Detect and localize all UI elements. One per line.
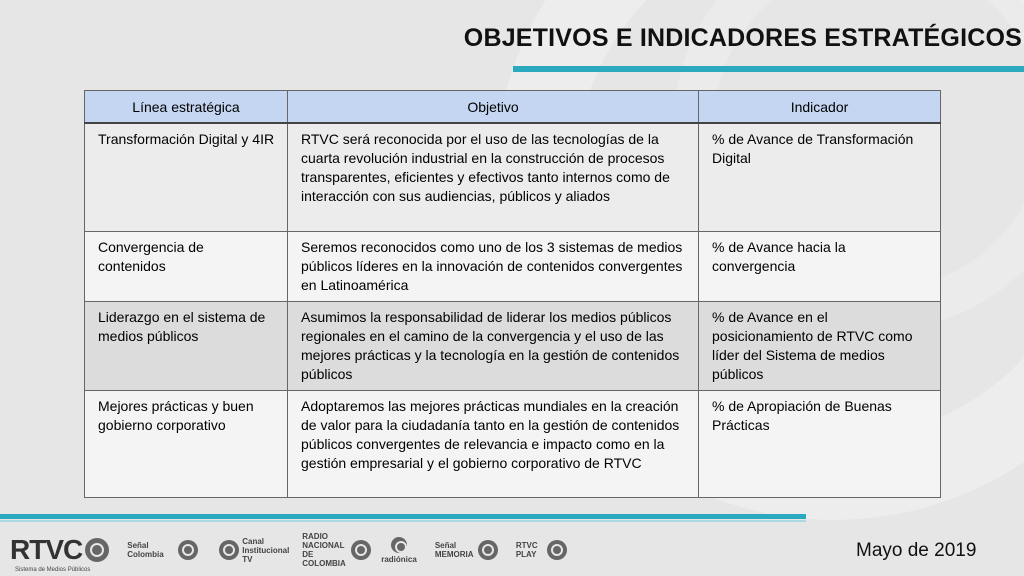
- brand-label: RTVC PLAY: [515, 541, 538, 559]
- cell-indicador: % de Apropiación de Buenas Prácticas: [699, 390, 941, 497]
- cell-objetivo: RTVC será reconocida por el uso de las tecnologías de la cuarta revolución industrial en la construcción de procesos transparentes, eficientes y efectivos tanto internos como de interacción con sus audiencias, públicos y aliados: [288, 123, 699, 231]
- brand-senal-colombia: [127, 540, 198, 560]
- cell-objetivo: Seremos reconocidos como uno de los 3 sistemas de medios públicos líderes en la innovación de contenidos convergentes en Latinoamérica: [288, 231, 699, 301]
- rtvc-logo: [10, 534, 109, 573]
- cell-linea: Convergencia de contenidos: [85, 231, 288, 301]
- header-linea: Línea estratégica: [85, 91, 288, 124]
- brand-label: Señal Colombia: [127, 541, 164, 559]
- radio-nacional-icon: [351, 540, 371, 560]
- table-row: [85, 231, 941, 301]
- rtvc-logo-text: RTVC: [10, 534, 83, 565]
- table-row: [85, 390, 941, 497]
- rtvc-logo-subtitle: Sistema de Medios Públicos: [15, 567, 91, 573]
- table-header-row: [85, 91, 941, 124]
- objectives-table: [84, 90, 941, 498]
- footer-accent-bar: [0, 514, 806, 519]
- brand-rtvc-play: [516, 540, 567, 560]
- rtvc-swirl-icon: [85, 538, 109, 562]
- cell-indicador: % de Avance hacia la convergencia: [699, 231, 941, 301]
- cell-indicador: % de Avance en el posicionamiento de RTVC como líder del Sistema de medios públicos: [699, 301, 941, 390]
- table-row: [85, 123, 941, 231]
- brand-canal-institucional: [216, 536, 290, 564]
- cell-linea: Transformación Digital y 4IR: [85, 123, 288, 231]
- page-title: OBJETIVOS E INDICADORES ESTRATÉGICOS: [463, 24, 1022, 52]
- brand-label: Señal MEMORIA: [434, 541, 474, 559]
- header-indicador: Indicador: [699, 91, 941, 124]
- brand-label: Canal Institucional TV: [242, 536, 290, 564]
- brand-label: RADIO NACIONAL DE COLOMBIA: [302, 532, 346, 568]
- footer-accent-bar-thin: [0, 520, 806, 522]
- cell-linea: Mejores prácticas y buen gobierno corporativo: [85, 390, 288, 497]
- canal-institucional-icon: [219, 540, 239, 560]
- senal-memoria-icon: [478, 540, 498, 560]
- brand-logos: [10, 530, 567, 573]
- title-underline: [513, 66, 1024, 72]
- brand-label: radiónica: [381, 554, 417, 564]
- rtvc-play-icon: [547, 540, 567, 560]
- presentation-date: Mayo de 2019: [856, 540, 977, 561]
- senal-colombia-icon: [178, 540, 198, 560]
- cell-objetivo: Asumimos la responsabilidad de liderar los medios públicos regionales en el camino de la convergencia y el uso de las mejores prácticas y la tecnología en la gestión de contenidos públicos: [288, 301, 699, 390]
- header-objetivo: Objetivo: [288, 91, 699, 124]
- table-row: [85, 301, 941, 390]
- brand-radionica: [381, 537, 417, 564]
- brand-senal-memoria: [435, 540, 498, 560]
- radionica-icon: [391, 537, 407, 553]
- cell-linea: Liderazgo en el sistema de medios públicos: [85, 301, 288, 390]
- cell-indicador: % de Avance de Transformación Digital: [699, 123, 941, 231]
- brand-radio-nacional: [302, 532, 371, 568]
- cell-objetivo: Adoptaremos las mejores prácticas mundiales en la creación de valor para la ciudadanía tanto en la gestión de contenidos públicos convergentes de relevancia e impacto como en la gestión empresarial y el gobierno corporativo de RTVC: [288, 390, 699, 497]
